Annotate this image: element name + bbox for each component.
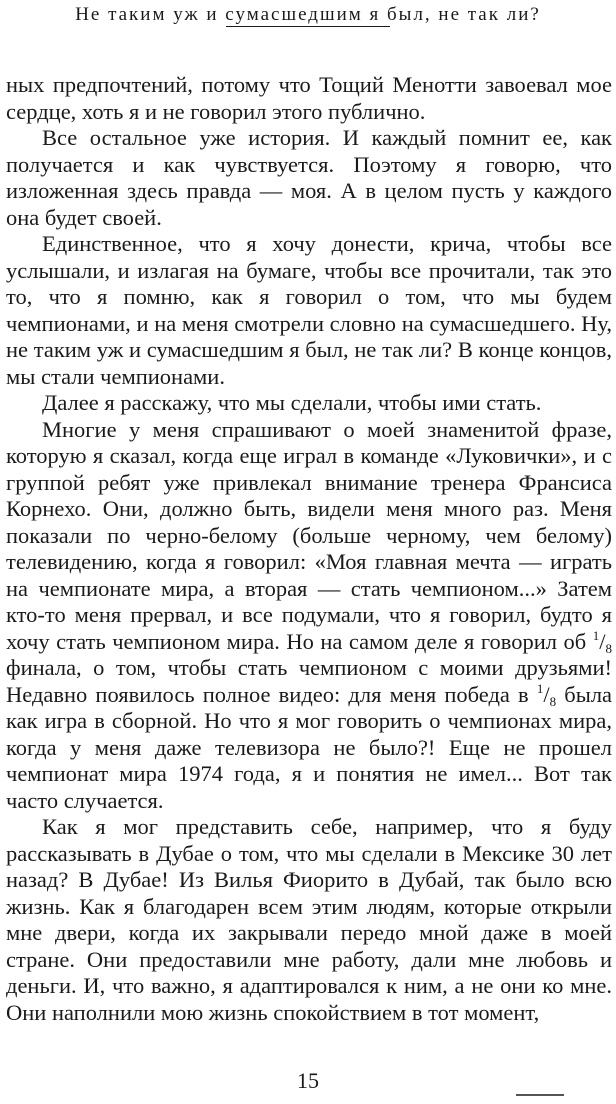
running-head: Не таким уж и сумасшедшим я был, не так ли? bbox=[75, 4, 541, 25]
running-head-underline bbox=[226, 26, 390, 27]
body-text bbox=[6, 72, 612, 1026]
paragraph-1: ных предпочтений, потому что Тощий Менотти завоевал мое сердце, хоть я и не говорил этого публично. bbox=[6, 72, 612, 124]
paragraph-5 bbox=[6, 417, 612, 815]
fraction-numerator: 1 bbox=[592, 627, 600, 643]
paragraph-2: Все остальное уже история. И каждый помнит ее, как получается и как чувствуется. Поэтому я говорю, что изложенная здесь правда — моя. А в целом пусть у каждого она будет своей. bbox=[6, 125, 612, 230]
fraction-denominator-2: 8 bbox=[549, 693, 557, 709]
paragraph-3: Единственное, что я хочу донести, крича, чтобы все услышали, и излагая на бумаге, чтобы все прочитали, так это то, что я помню, как я говорил о том, что мы будем чемпионами, и на меня смотрели словно на сумасшедшего. Ну, не таким уж и сумасшедшим я был, не так ли? В конце концов, мы стали чемпионами. bbox=[6, 231, 612, 389]
fraction-one-eighth-2: $^1/_8$ bbox=[536, 680, 557, 709]
paragraph-5-part-1: Многие у меня спрашивают о моей знаменитой фразе, которую я сказал, когда еще играл в команде «Луковички», и с группой ребят уже привлекал внимание тренера Франсиса Корнехо. Они, должно быть, видели меня много раз. Меня показали по черно-белому (больше черному, чем белому) телевидению, когда я говорил: «Моя главная мечта — играть на чемпионате мира, а вторая — стать чемпионом...» Затем кто-то меня прервал, и все подумали, что я говорил, будто я хочу стать чемпионом мира. Но на самом деле я говорил об bbox=[6, 416, 612, 654]
paragraph-6: Как я мог представить себе, например, что я буду рассказывать в Дубае о том, что мы сделали в Мексике 30 лет назад? В Дубае! Из Вилья Фиорито в Дубай, так было всю жизнь. Как я благодарен всем этим людям, которые открыли мне двери, когда их закрывали передо мной даже в моей стране. Они предоставили мне работу, дали мне любовь и деньги. И, что важно, я адаптировался к ним, а не они ко мне. Они наполнили мою жизнь спокойствием в тот момент, bbox=[6, 814, 612, 1025]
paragraph-5-part-3: была как игра в сборной. Но что я мог говорить о чемпионах мира, когда у меня даже телевизора не было?! Еще не прошел чемпионат мира 1974 года, я и понятия не имел... Вот так часто случается. bbox=[6, 681, 613, 813]
paragraph-4: Далее я расскажу, что мы сделали, чтобы ими стать. bbox=[42, 390, 542, 415]
paragraph-5-part-2: финала, о том, чтобы стать чемпионом с моими друзьями! Недавно появилось полное видео: для меня победа в bbox=[6, 655, 612, 707]
fraction-one-eighth: $^1/_8$ bbox=[592, 627, 612, 656]
fraction-denominator: 8 bbox=[605, 640, 612, 656]
page-number: 15 bbox=[297, 1068, 319, 1093]
fraction-numerator-2: 1 bbox=[536, 680, 544, 696]
corner-mark bbox=[516, 1094, 564, 1096]
